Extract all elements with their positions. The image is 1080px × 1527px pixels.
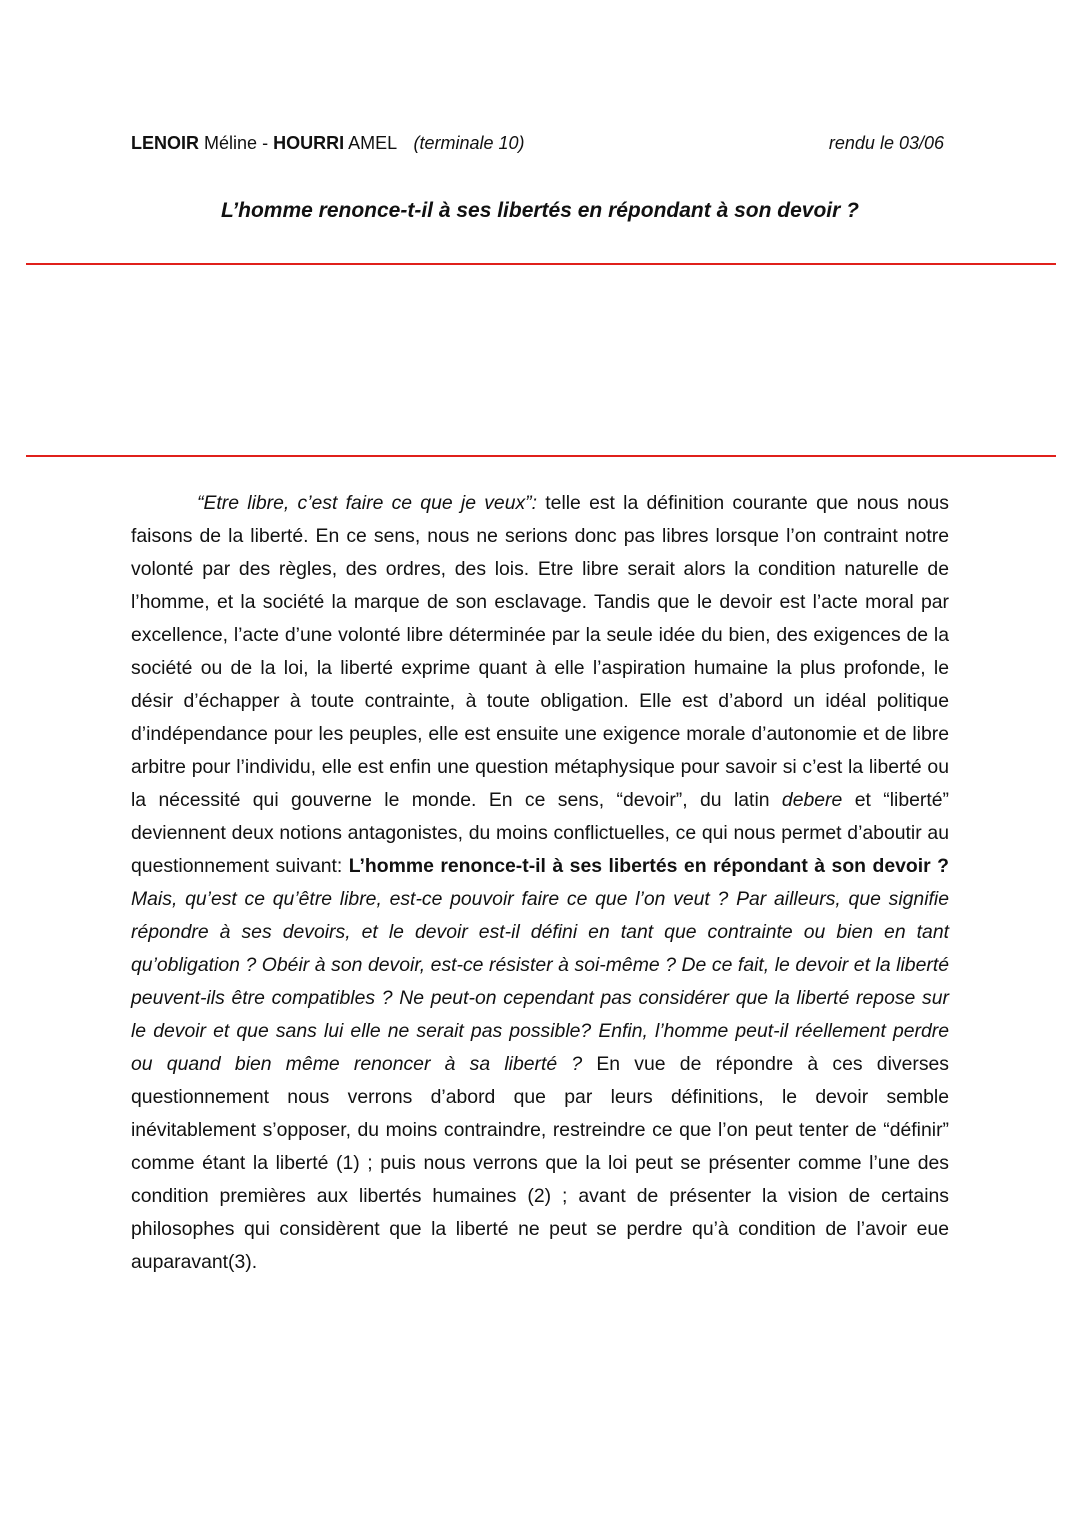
latin-term: debere bbox=[781, 789, 843, 811]
document-header bbox=[131, 133, 944, 154]
class-label: (terminale 10) bbox=[413, 133, 525, 153]
author2-last-name: HOURRI bbox=[273, 133, 345, 153]
body-text-2: et “liberté” deviennent deux notions antagonistes, du moins conflictuelles, ce qui nous permet d’aboutir au questionnement suivant: bbox=[131, 789, 949, 877]
authors bbox=[131, 133, 525, 154]
author1-first-name: Méline bbox=[204, 133, 258, 153]
guiding-questions: Mais, qu’est ce qu’être libre, est-ce pouvoir faire ce que l’on veut ? Par ailleurs, que signifie répondre à ses devoirs, et le devoir est-il défini en tant que contrainte ou bien en tant qu’obligation ? Obéir à son devoir, est-ce résister à soi-même ? De ce fait, le devoir et la liberté peuvent-ils être compatibles ? Ne peut-on cependant pas considérer que la liberté repose sur le devoir et que sans lui elle ne serait pas possible? Enfin, l’homme peut-il réellement perdre ou quand bien même renoncer à sa liberté ? bbox=[131, 888, 949, 1075]
top-divider bbox=[26, 263, 1056, 265]
problem-statement: L’homme renonce-t-il à ses libertés en répondant à son devoir ? bbox=[348, 855, 949, 877]
author2-first-name: AMEL bbox=[348, 133, 397, 153]
opening-quote: “Etre libre, c’est faire ce que je veux”: bbox=[197, 492, 538, 514]
body-text-3: En vue de répondre à ces diverses questionnement nous verrons d’abord que par leurs définitions, le devoir semble inévitablement s’opposer, du moins contraindre, restreindre ce que l’on peut tenter de “définir” comme étant la liberté (1) ; puis nous verrons que la loi peut se présenter comme l’une des condition premières aux libertés humaines (2) ; avant de présenter la vision de certains philosophes qui considèrent que la liberté ne peut se perdre qu’à condition de l’avoir eue auparavant(3). bbox=[131, 1053, 950, 1273]
bottom-divider bbox=[26, 455, 1056, 457]
essay-title: L’homme renonce-t-il à ses libertés en répondant à son devoir ? bbox=[221, 199, 859, 222]
body-text-1: telle est la définition courante que nous nous faisons de la liberté. En ce sens, nous ne serions donc pas libres lorsque l’on contraint notre volonté par des règles, des ordres, des lois. Etre libre serait alors la condition naturelle de l’homme, et la société la marque de son esclavage. Tandis que le devoir est l’acte moral par excellence, l’acte d’une volonté libre déterminée par la seule idée du bien, des exigences de la société ou de la loi, la liberté exprime quant à elle l’aspiration humaine la plus profonde, le désir d’échapper à toute contrainte, à toute obligation. Elle est d’abord un idéal politique d’indépendance pour les peuples, elle est ensuite une exigence morale d’autonomie et de libre arbitre pour l’individu, elle est enfin une question métaphysique pour savoir si c’est la liberté ou la nécessité qui gouverne le monde. En ce sens, “devoir”, du latin bbox=[131, 492, 949, 811]
author1-last-name: LENOIR bbox=[131, 133, 200, 153]
author-separator: - bbox=[262, 133, 269, 153]
submission-date: rendu le 03/06 bbox=[828, 133, 944, 153]
introduction-paragraph bbox=[131, 487, 949, 1279]
